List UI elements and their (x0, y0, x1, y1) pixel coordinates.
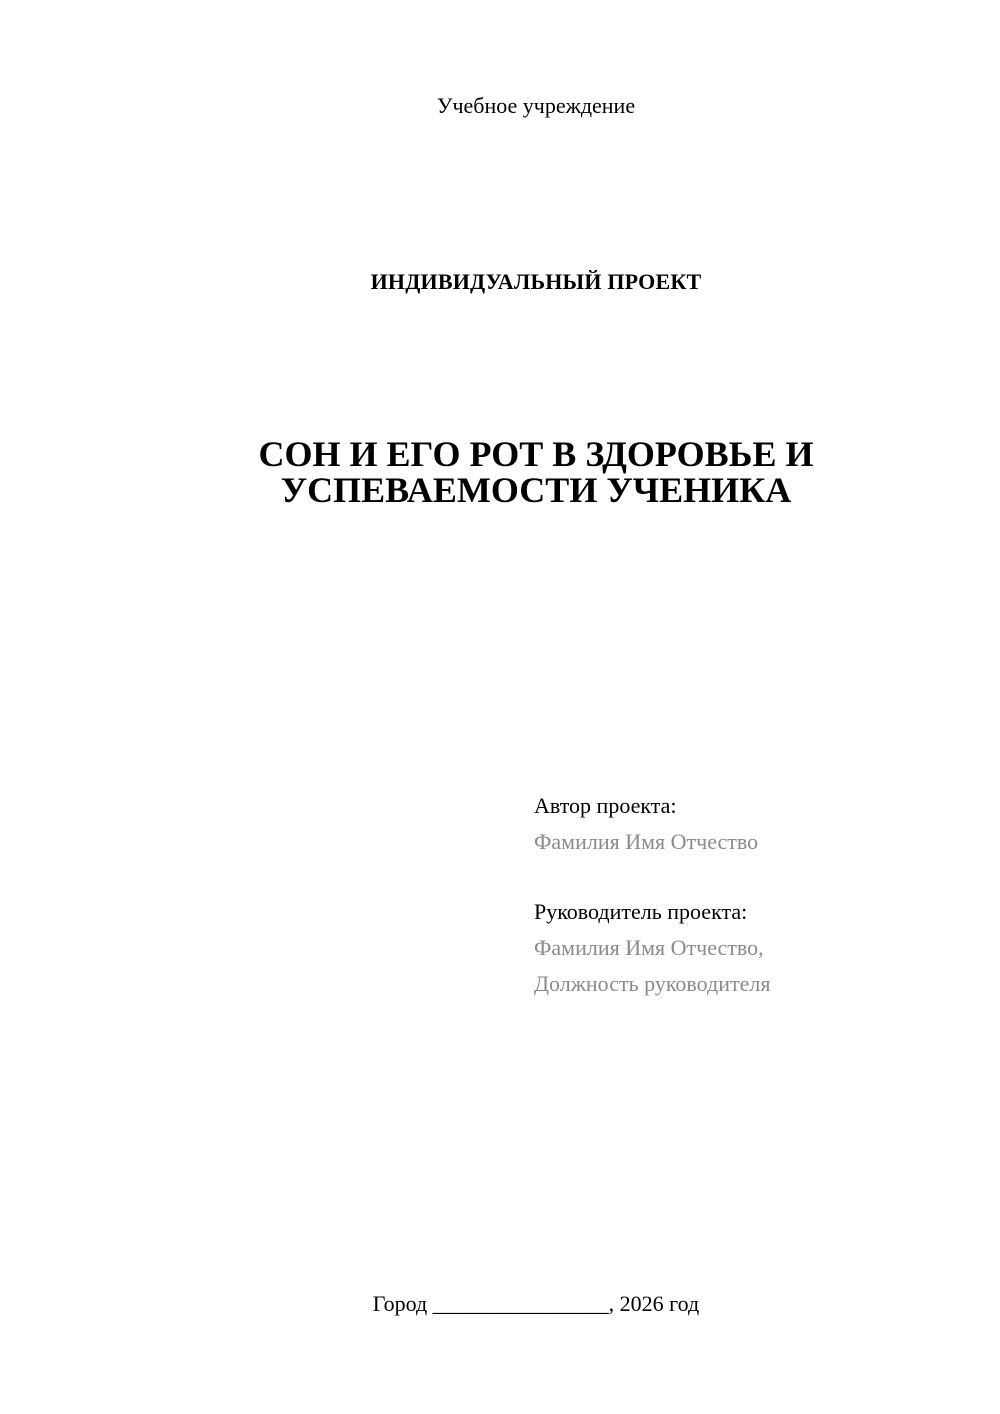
supervisor-label: Руководитель проекта: (534, 899, 748, 924)
supervisor-position-placeholder: Должность руководителя (534, 971, 771, 996)
project-title-line-1: СОН И ЕГО РОТ В ЗДОРОВЬЕ И (258, 434, 814, 474)
project-type-heading: ИНДИВИДУАЛЬНЫЙ ПРОЕКТ (370, 269, 702, 294)
supervisor-name-placeholder: Фамилия Имя Отчество, (534, 935, 764, 960)
city-year-footer: Город ________________, 2026 год (372, 1291, 700, 1316)
institution-name: Учебное учреждение (436, 93, 636, 118)
info-spacer (534, 860, 954, 894)
project-title (0, 436, 1000, 508)
author-label: Автор проекта: (534, 793, 677, 818)
author-name-placeholder: Фамилия Имя Отчество (534, 829, 759, 854)
project-info-block (534, 788, 954, 1002)
project-title-line-2: УСПЕВАЕМОСТИ УЧЕНИКА (280, 470, 792, 510)
